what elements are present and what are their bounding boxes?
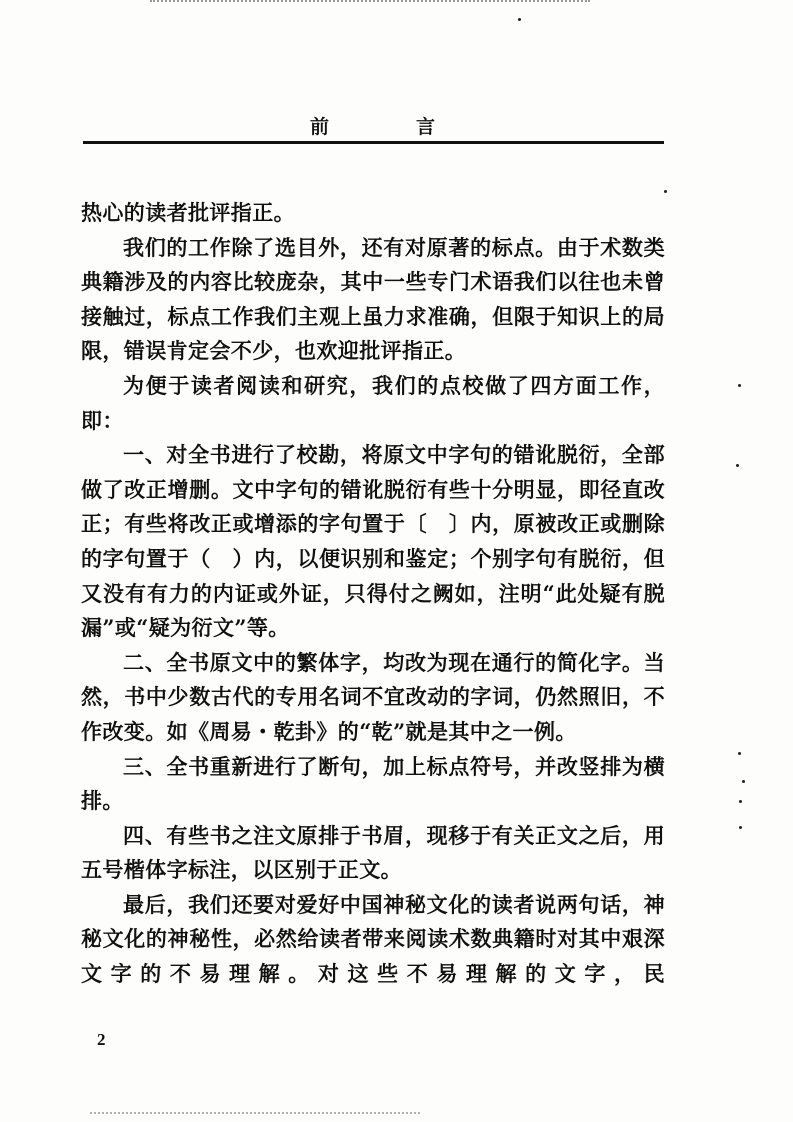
scan-speck: [738, 384, 741, 387]
paragraph-4: 一、对全书进行了校勘，将原文中字句的错讹脱衍，全部做了改正增删。文中字句的错讹脱衍有些十分明显，即径直改正；有些将改正或增添的字句置于〔 〕内，原被改正或删除的字句置于（ ）内，以便识别和鉴定；个别字句有脱衍，但又没有有力的内证或外证，只得付之阙如，注明“此处疑有脱漏”或“疑为衍文”等。: [81, 442, 665, 641]
page-header-title: 前 言: [309, 116, 469, 138]
scan-bottom-edge: [90, 1112, 420, 1114]
paragraph-5: 二、全书原文中的繁体字，均改为现在通行的简化字。当然，书中少数古代的专用名词不宜改动的字词，仍然照旧，不作改变。如《周易・乾卦》的“乾”就是其中之一例。: [81, 649, 665, 744]
scan-top-edge: [150, 0, 590, 6]
scan-speck: [739, 800, 742, 803]
scan-speck: [742, 780, 745, 783]
paragraph-1: 热心的读者批评指正。: [81, 200, 295, 225]
page-number: 2: [97, 1030, 106, 1049]
scan-speck: [518, 18, 521, 21]
scan-speck: [736, 464, 739, 467]
header-rule: [83, 141, 664, 144]
paragraph-6: 三、全书重新进行了断句，加上标点符号，并改竖排为横排。: [81, 753, 665, 814]
paragraph-2: 我们的工作除了选目外，还有对原著的标点。由于术数类典籍涉及的内容比较庞杂，其中一些专门术语我们以往也未曾接触过，标点工作我们主观上虽力求准确，但限于知识上的局限，错误肯定会不少，也欢迎批评指正。: [81, 234, 665, 364]
scan-speck: [739, 826, 742, 829]
body-text: [81, 196, 665, 992]
scan-speck: [738, 752, 741, 755]
paragraph-7: 四、有些书之注文原排于书眉，现移于有关正文之后，用五号楷体字标注，以区别于正文。: [81, 822, 665, 883]
paragraph-3: 为便于读者阅读和研究，我们的点校做了四方面工作，即：: [81, 372, 665, 433]
paragraph-8: 最后，我们还要对爱好中国神秘文化的读者说两句话，神秘文化的神秘性，必然给读者带来阅读术数典籍时对其中艰深文字的不易理解。对这些不易理解的文字，民: [81, 891, 665, 987]
scan-speck: [664, 190, 667, 193]
